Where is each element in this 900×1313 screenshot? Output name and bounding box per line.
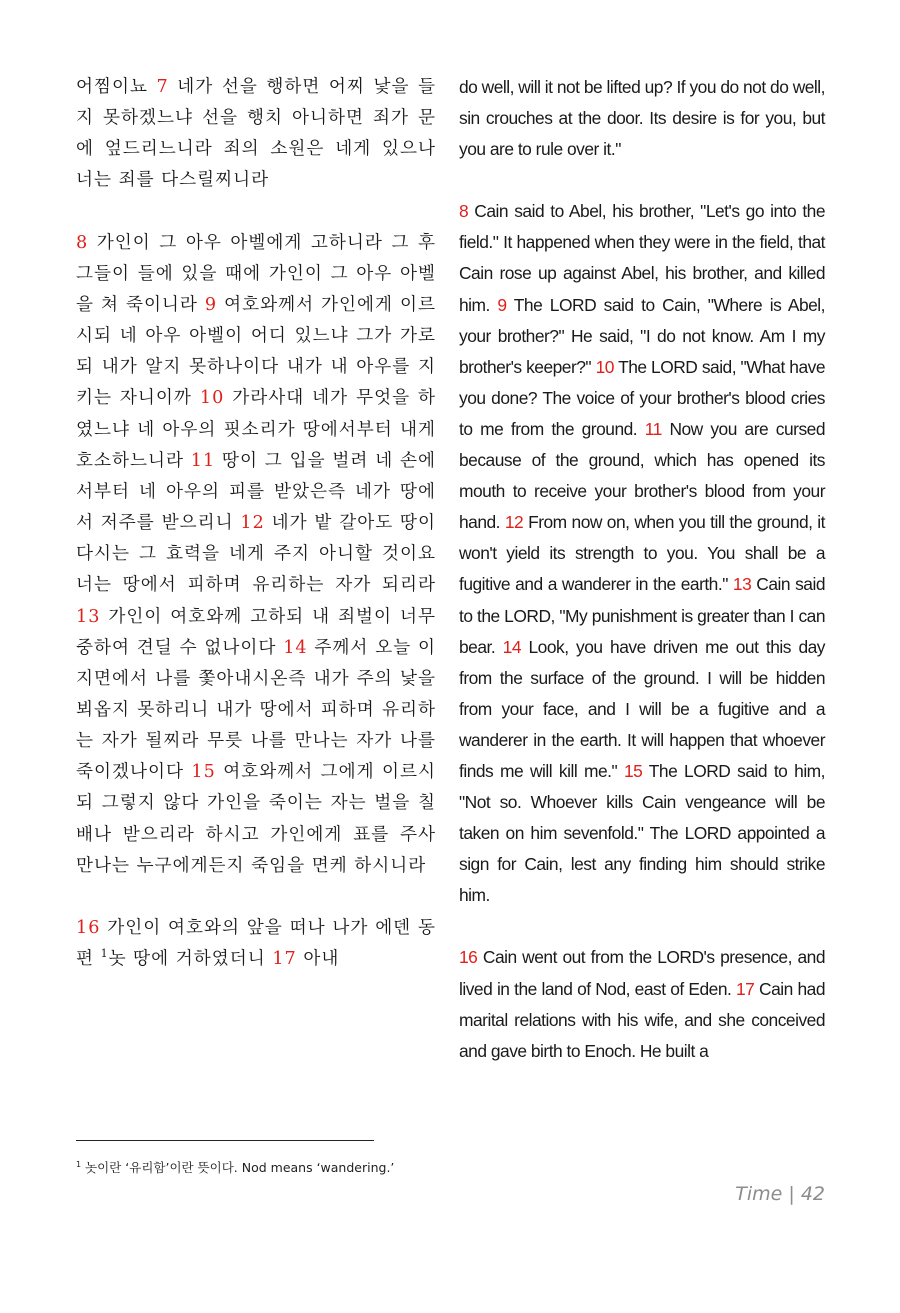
verse-text: 가라사대 네가 무엇을 하였느냐 네 아우의 핏소리가 땅에서부터 내게 호소하느니라 xyxy=(76,388,436,471)
verse-number: 16 xyxy=(459,947,478,968)
page-number: Time | 42 xyxy=(735,1183,825,1205)
verse-text: The LORD said, "What have you done? The voice of your brother's blood cries to me from the ground. xyxy=(459,356,825,439)
verse-number: 11 xyxy=(644,418,662,439)
footnote-marker: 1 xyxy=(76,1159,82,1169)
verse-number: 10 xyxy=(199,388,225,409)
verse-number: 7 xyxy=(156,77,169,97)
verse-number: 10 xyxy=(595,356,614,377)
verse-number: 17 xyxy=(736,978,755,999)
verse-text: 여호와께서 가인에게 이르시되 네 아우 아벨이 어디 있느냐 그가 가로되 내가 알지 못하나이다 내가 내 아우를 지키는 자니이까 xyxy=(76,294,436,409)
verse-text: 주께서 오늘 이 지면에서 나를 쫓아내시온즉 내가 주의 낯을 뵈옵지 못하리니 내가 땅에서 피하며 유리하는 자가 될찌라 무릇 나를 만나는 자가 나를 죽이겠나이다 xyxy=(76,637,436,783)
verse-number: 8 xyxy=(459,201,469,222)
verse-text: Cain had marital relations with his wife, and she conceived and gave birth to Enoch. He built a xyxy=(459,978,825,1061)
verse-number: 9 xyxy=(204,294,218,315)
verse-text: The LORD said to Cain, "Where is Abel, your brother?" He said, "I do not know. Am I my brother's keeper?" xyxy=(459,294,826,377)
verse-number: 12 xyxy=(504,512,524,533)
verse-text: 가인이 그 아우 아벨에게 고하니라 그 후 그들이 들에 있을 때에 가인이 그 아우 아벨을 쳐 죽이니라 xyxy=(76,232,436,315)
verse-number: 16 xyxy=(76,917,101,938)
verse-text: 아내 xyxy=(296,949,340,970)
verse-text: 놋 땅에 거하였더니 xyxy=(108,949,273,970)
footnote-divider xyxy=(76,1140,374,1141)
footnote xyxy=(76,1158,776,1176)
english-paragraph xyxy=(459,942,825,1066)
verse-text: 네가 선을 행하면 어찌 낯을 들지 못하겠느냐 선을 행치 아니하면 죄가 문에 엎드리느니라 죄의 소원은 네게 있으나 너는 죄를 다스릴찌니라 xyxy=(76,77,436,191)
verse-text: From now on, when you till the ground, it won't yield its strength to you. You shall be a fugitive and a wanderer in the earth." xyxy=(459,512,825,595)
verse-text: do well, will it not be lifted up? If you do not do well, sin crouches at the door. Its desire is for you, but you are to rule over it." xyxy=(459,77,825,160)
verse-text: Look, you have driven me out this day from the surface of the ground. I will be hidden from your face, and I will be a fugitive and a wanderer in the earth. It will happen that whoever finds me will kill me." xyxy=(459,636,825,781)
footnote-text: 놋이란 ‘유리함’이란 뜻이다. Nod means ‘wandering.’ xyxy=(81,1160,395,1175)
verse-number: 14 xyxy=(283,637,308,658)
verse-number: 14 xyxy=(502,636,522,657)
verse-number: 12 xyxy=(240,513,265,534)
korean-paragraph xyxy=(76,72,436,197)
english-paragraph xyxy=(459,72,825,165)
verse-text: 네가 밭 갈아도 땅이 다시는 그 효력을 네게 주지 아니할 것이요 너는 땅에서 피하며 유리하는 자가 되리라 xyxy=(76,513,436,596)
verse-text: 땅이 그 입을 벌려 네 손에서부터 네 아우의 피를 받았은즉 네가 땅에서 저주를 받으리니 xyxy=(76,450,436,534)
verse-text: 가인이 여호와께 고하되 내 죄벌이 너무 중하여 견딜 수 없나이다 xyxy=(76,606,436,658)
korean-column xyxy=(76,72,436,1006)
verse-number: 13 xyxy=(76,606,101,627)
verse-text: The LORD said to him, "Not so. Whoever kills Cain vengeance will be taken on him sevenfold." The LORD appointed a sign for Cain, lest any finding him should strike him. xyxy=(459,760,826,906)
verse-number: 15 xyxy=(191,762,216,783)
verse-text: Cain said to the LORD, "My punishment is greater than I can bear. xyxy=(459,574,825,657)
korean-paragraph xyxy=(76,228,436,882)
verse-text: 여호와께서 그에게 이르시되 그렇지 않다 가인을 죽이는 자는 벌을 칠배나 받으리라 하시고 가인에게 표를 주사 만나는 누구에게든지 죽임을 면케 하시니라 xyxy=(76,762,436,876)
footnote-reference: 1 xyxy=(100,947,109,961)
verse-text: Cain said to Abel, his brother, "Let's go into the field." It happened when they were in the field, that Cain rose up against Abel, his brother, and killed him. xyxy=(459,201,825,315)
verse-text: 어찜이뇨 xyxy=(76,77,157,97)
verse-number: 17 xyxy=(272,949,297,970)
verse-number: 11 xyxy=(190,450,216,471)
verse-text: Now you are cursed because of the ground, which has opened its mouth to receive your brother's blood from your hand. xyxy=(459,418,825,533)
korean-paragraph xyxy=(76,913,436,975)
english-column xyxy=(459,72,825,1098)
verse-number: 13 xyxy=(732,574,752,595)
english-paragraph xyxy=(459,196,825,911)
verse-number: 9 xyxy=(497,294,507,315)
verse-number: 15 xyxy=(623,760,643,781)
verse-text: Cain went out from the LORD's presence, and lived in the land of Nod, east of Eden. xyxy=(459,947,825,999)
verse-number: 8 xyxy=(76,232,89,253)
verse-text: 가인이 여호와의 앞을 떠나 나가 에덴 동편 xyxy=(76,917,436,970)
